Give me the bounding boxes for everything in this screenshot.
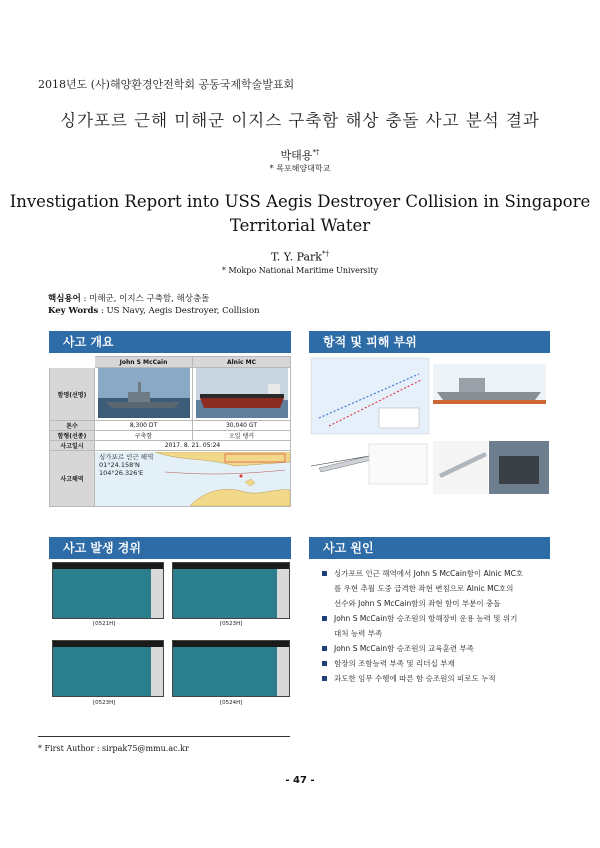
cause-line: John S McCain함 승조원의 항해장비 운용 능력 및 위기 xyxy=(334,614,518,623)
keywords-ko-label: 핵심용어 xyxy=(48,294,81,304)
title-english xyxy=(0,190,600,238)
row-label-date: 사고일시 xyxy=(50,441,95,451)
ship2-name: Alnic MC xyxy=(193,357,291,368)
keywords-en-label: Key Words xyxy=(48,306,99,316)
overview-table xyxy=(49,356,291,507)
area-latitude: 01°24.158'N xyxy=(99,461,140,469)
overview-table-block xyxy=(49,356,291,513)
row-label-area: 사고해역 xyxy=(50,451,95,507)
bullet-icon xyxy=(322,646,327,651)
keywords-korean xyxy=(48,292,209,304)
title-korean: 싱가포르 근해 미해군 이지스 구축함 해상 충돌 사고 분석 결과 xyxy=(60,111,540,130)
panel-header-track: 항적 및 피해 부위 xyxy=(309,331,550,353)
conference-name: 2018년도 (사)해양환경안전학회 공동국제학술발표회 xyxy=(38,78,295,91)
radar-caption-4: [0524H] xyxy=(220,700,243,706)
area-name: 싱가포르 인근 해역 xyxy=(99,453,154,461)
author-name: 박태용 xyxy=(280,149,313,162)
area-longitude: 104°26.326'E xyxy=(99,469,144,477)
author-name-en: T. Y. Park xyxy=(271,250,322,264)
radar-caption-2: [0523H] xyxy=(220,621,243,627)
footnote: * First Author : sirpak75@mmu.ac.kr xyxy=(38,744,189,753)
ship1-photo xyxy=(95,368,193,421)
bullet-icon xyxy=(322,676,327,681)
cause-line: John S McCain함 승조원의 교육훈련 부족 xyxy=(334,644,474,653)
title-english-line1: Investigation Report into USS Aegis Destroyer Collision in Singapore xyxy=(9,192,591,211)
bullet-icon xyxy=(322,661,327,666)
cause-item xyxy=(322,671,547,686)
cause-item xyxy=(322,611,547,641)
title-english-line2: Territorial Water xyxy=(229,216,371,235)
cause-line: 함장의 조함능력 부족 및 리더십 부재 xyxy=(334,659,455,668)
panel-header-overview: 사고 개요 xyxy=(49,331,291,353)
keywords-en-value: : US Navy, Aegis Destroyer, Collision xyxy=(98,306,260,316)
row-label-tonnage: 톤수 xyxy=(50,421,95,431)
radar-screen-4 xyxy=(172,640,290,697)
track-figure xyxy=(309,356,550,496)
author-english xyxy=(0,250,600,264)
ship1-tonnage: 8,300 DT xyxy=(95,421,193,431)
cause-list-block xyxy=(322,566,547,686)
footnote-rule xyxy=(38,736,290,737)
area-map-cell xyxy=(95,451,291,507)
ship1-type: 구축함 xyxy=(95,431,193,441)
affiliation-korean: * 목포해양대학교 xyxy=(269,164,331,173)
keywords-ko-value: : 미해군, 이지스 구축함, 해상충돌 xyxy=(80,294,210,304)
radar-screen-3 xyxy=(52,640,164,697)
cause-line: 를 우현 추월 도중 급격한 좌현 변침으로 Alnic MC호의 xyxy=(334,584,514,593)
bullet-icon xyxy=(322,571,327,576)
radar-screen-2 xyxy=(172,562,290,619)
radar-caption-1: [0521H] xyxy=(93,621,116,627)
ship1-name: John S McCain xyxy=(95,357,193,368)
radar-caption-3: [0523H] xyxy=(93,700,116,706)
cause-item xyxy=(322,566,547,611)
author-korean xyxy=(0,147,600,163)
cause-line: 싱가포르 인근 해역에서 John S McCain함이 Alnic MC호 xyxy=(334,569,524,578)
ship2-type: 오일 탱커 xyxy=(193,431,291,441)
bullet-icon xyxy=(322,616,327,621)
cause-list xyxy=(322,566,547,686)
blank-cell xyxy=(50,357,95,368)
panel-header-cause: 사고 원인 xyxy=(309,537,550,559)
cause-item xyxy=(322,656,547,671)
affiliation-english: * Mokpo National Maritime University xyxy=(221,266,379,275)
accident-date: 2017. 8. 21. 05:24 xyxy=(95,441,291,451)
cause-line: 선수와 John S McCain함의 좌현 함미 부분이 충돌 xyxy=(334,599,501,608)
ship2-tonnage: 30,040 GT xyxy=(193,421,291,431)
area-text xyxy=(99,453,153,477)
row-label-type: 함형(선종) xyxy=(50,431,95,441)
cause-line: 대처 능력 부족 xyxy=(334,629,383,638)
cause-item xyxy=(322,641,547,656)
author-mark: *† xyxy=(312,148,320,157)
ship2-photo xyxy=(193,368,291,421)
keywords-english xyxy=(48,306,260,316)
author-mark-en: *† xyxy=(321,250,329,258)
row-label-vessel: 함명(선명) xyxy=(50,368,95,421)
cause-line: 과도한 임무 수행에 따른 함 승조원의 피로도 누적 xyxy=(334,674,496,683)
page-number: - 47 - xyxy=(285,775,315,786)
panel-header-progress: 사고 발생 경위 xyxy=(49,537,291,559)
radar-screen-1 xyxy=(52,562,164,619)
